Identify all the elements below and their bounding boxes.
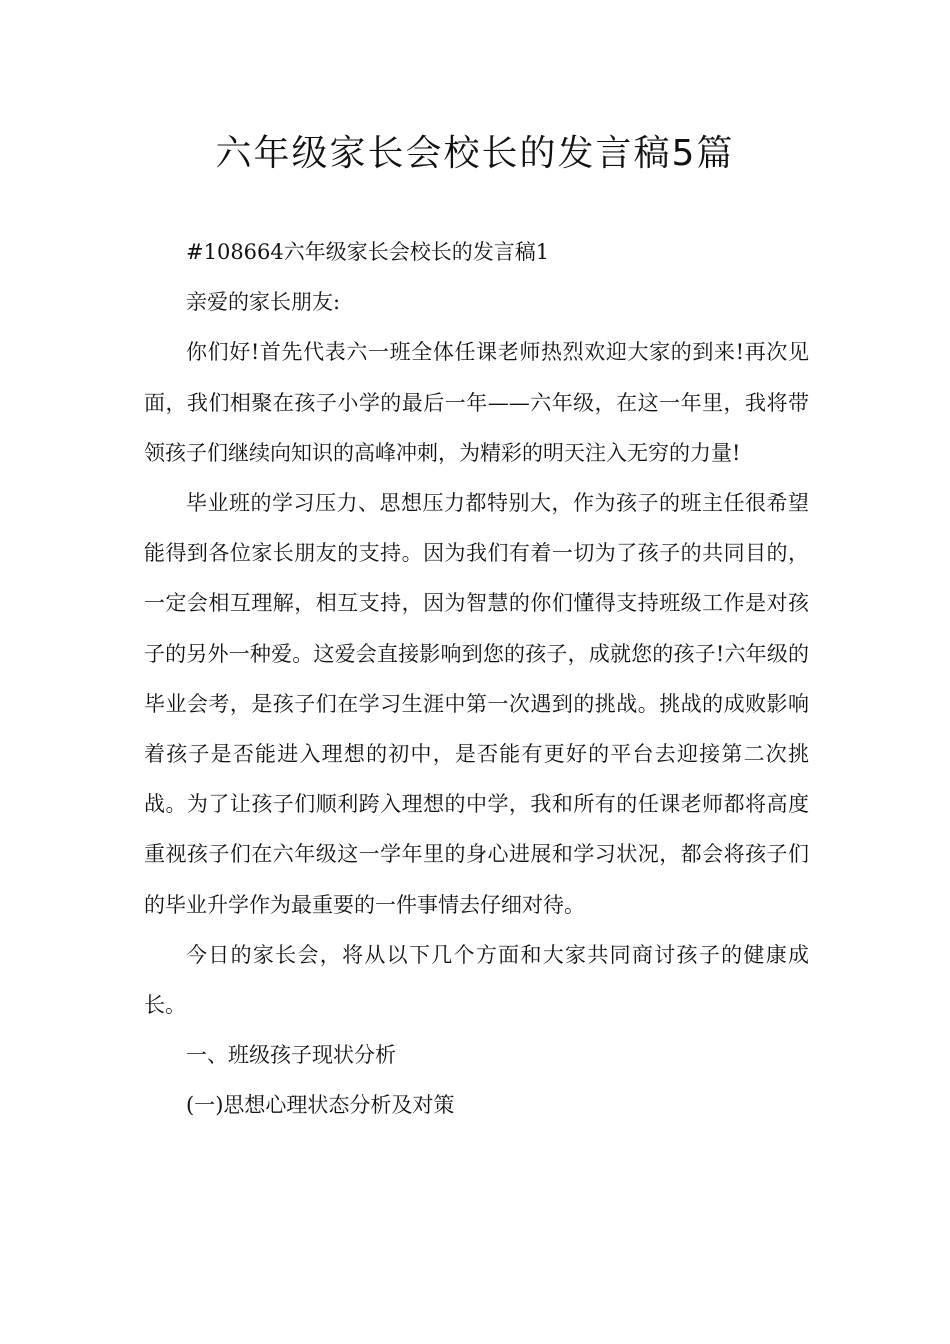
- paragraph-support: 毕业班的学习压力、思想压力都特别大，作为孩子的班主任很希望能得到各位家长朋友的支持。因为我们有着一切为了孩子的共同目的，一定会相互理解，相互支持，因为智慧的你们懂得支持班级工作是对孩子的另外一种爱。这爱会直接影响到您的孩子，成就您的孩子!六年级的毕业会考，是孩子们在学习生涯中第一次遇到的挑战。挑战的成败影响着孩子是否能进入理想的初中，是否能有更好的平台去迎接第二次挑战。为了让孩子们顺利跨入理想的中学，我和所有的任课老师都将高度重视孩子们在六年级这一学年里的身心进展和学习状况，都会将孩子们的毕业升学作为最重要的一件事情去仔细对待。: [144, 491, 809, 917]
- paragraph-meeting-intro: 今日的家长会，将从以下几个方面和大家共同商讨孩子的健康成长。: [144, 942, 809, 1018]
- document-body: [144, 227, 809, 1131]
- paragraph-greeting: 你们好!首先代表六一班全体任课老师热烈欢迎大家的到来!再次见面，我们相聚在孩子小学的最后一年——六年级，在这一年里，我将带领孩子们继续向知识的高峰冲刺，为精彩的明天注入无穷的力量!: [144, 340, 809, 465]
- section-heading-1: 一、班级孩子现状分析: [186, 1043, 396, 1068]
- subsection-heading-1: (一)思想心理状态分析及对策: [186, 1093, 455, 1118]
- paragraph-salutation: 亲爱的家长朋友:: [186, 290, 341, 315]
- paragraph-heading-1: #108664六年级家长会校长的发言稿1: [186, 240, 550, 264]
- document-title: 六年级家长会校长的发言稿5篇: [215, 133, 735, 174]
